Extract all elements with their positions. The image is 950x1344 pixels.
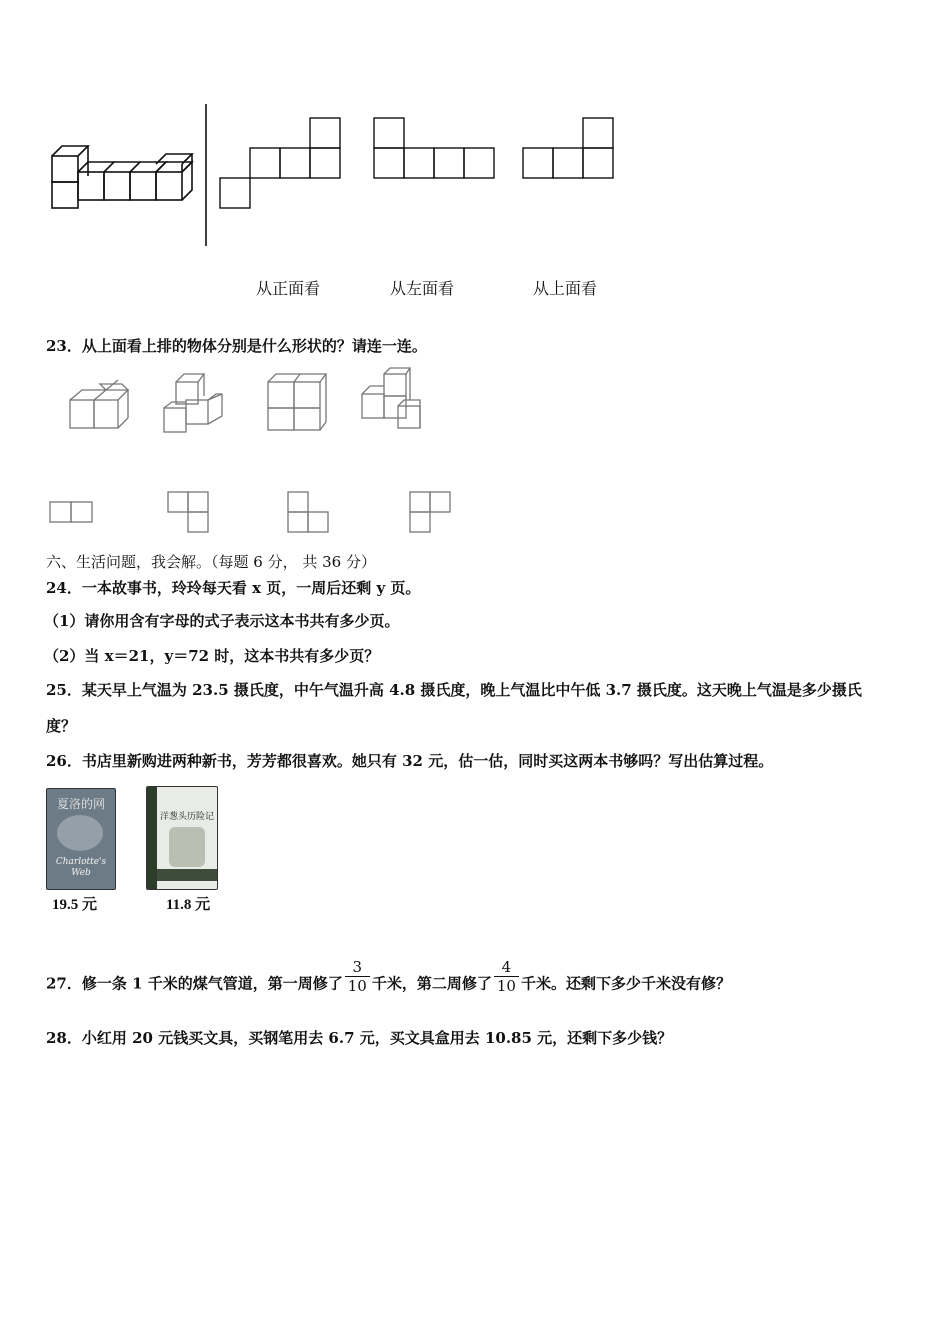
label-top-view: 从上面看 [533, 279, 598, 298]
section6-heading: 六、生活问题，我会解。（每题 6 分， 共 36 分） [46, 553, 376, 571]
q26-text: 26．书店里新购进两种新书，芳芳都很喜欢。她只有 32 元，估一估，同时买这两本书够吗？写出估算过程。 [46, 752, 774, 770]
q23-text: 23．从上面看上排的物体分别是什么形状的？请连一连。 [46, 337, 427, 355]
q27-text [46, 958, 731, 1003]
top-view-grid [523, 118, 613, 178]
label-left-view: 从左面看 [390, 279, 455, 298]
book2-spine [147, 787, 157, 889]
book1-illustration [57, 815, 103, 851]
book2-price: 11.8 元 [166, 897, 211, 913]
q24-part1: （1）请你用含有字母的式子表示这本书共有多少页。 [44, 612, 400, 630]
q27-frac1-denominator: 10 [345, 976, 370, 995]
q27-fraction-1 [345, 958, 370, 995]
q27-fraction-2 [494, 958, 519, 995]
q27-frac1-numerator: 3 [352, 958, 363, 976]
book1-cover [46, 788, 116, 890]
cube-solid-drawing [52, 146, 192, 208]
left-view-grid [374, 118, 494, 178]
q28-text: 28．小红用 20 元钱买文具，买钢笔用去 6.7 元，买文具盒用去 10.85 元，还剩下多少钱？ [46, 1029, 673, 1047]
label-front-view: 从正面看 [256, 279, 321, 298]
front-view-grid [220, 118, 340, 208]
book1-price: 19.5 元 [52, 897, 98, 913]
book2-illustration [169, 827, 205, 867]
q25-line1: 25．某天早上气温为 23.5 摄氏度，中午气温升高 4.8 摄氏度，晚上气温比中午低 3.7 摄氏度。这天晚上气温是多少摄氏 [46, 681, 862, 699]
q22-figure [40, 100, 640, 260]
q23-solids [60, 364, 440, 436]
q23-top-views [44, 488, 464, 538]
q27-part2: 千米，第二周修了 [371, 974, 492, 993]
book2-title: 洋葱头历险记 [159, 812, 214, 822]
q27-part1: 27．修一条 1 千米的煤气管道，第一周修了 [46, 974, 343, 993]
q24-part2: （2）当 x＝21，y＝72 时，这本书共有多少页？ [44, 647, 380, 665]
book1-subtitle: Charlotte's Web [55, 857, 107, 878]
book1-title: 夏洛的网 [56, 797, 105, 811]
q25-line2: 度？ [46, 717, 77, 735]
book2-cover [146, 786, 218, 890]
book2-band [157, 869, 217, 881]
q27-frac2-denominator: 10 [494, 976, 519, 995]
q27-frac2-numerator: 4 [501, 958, 512, 976]
q27-part3: 千米。还剩下多少千米没有修？ [520, 974, 731, 993]
q24-text: 24．一本故事书，玲玲每天看 x 页，一周后还剩 y 页。 [46, 579, 421, 597]
